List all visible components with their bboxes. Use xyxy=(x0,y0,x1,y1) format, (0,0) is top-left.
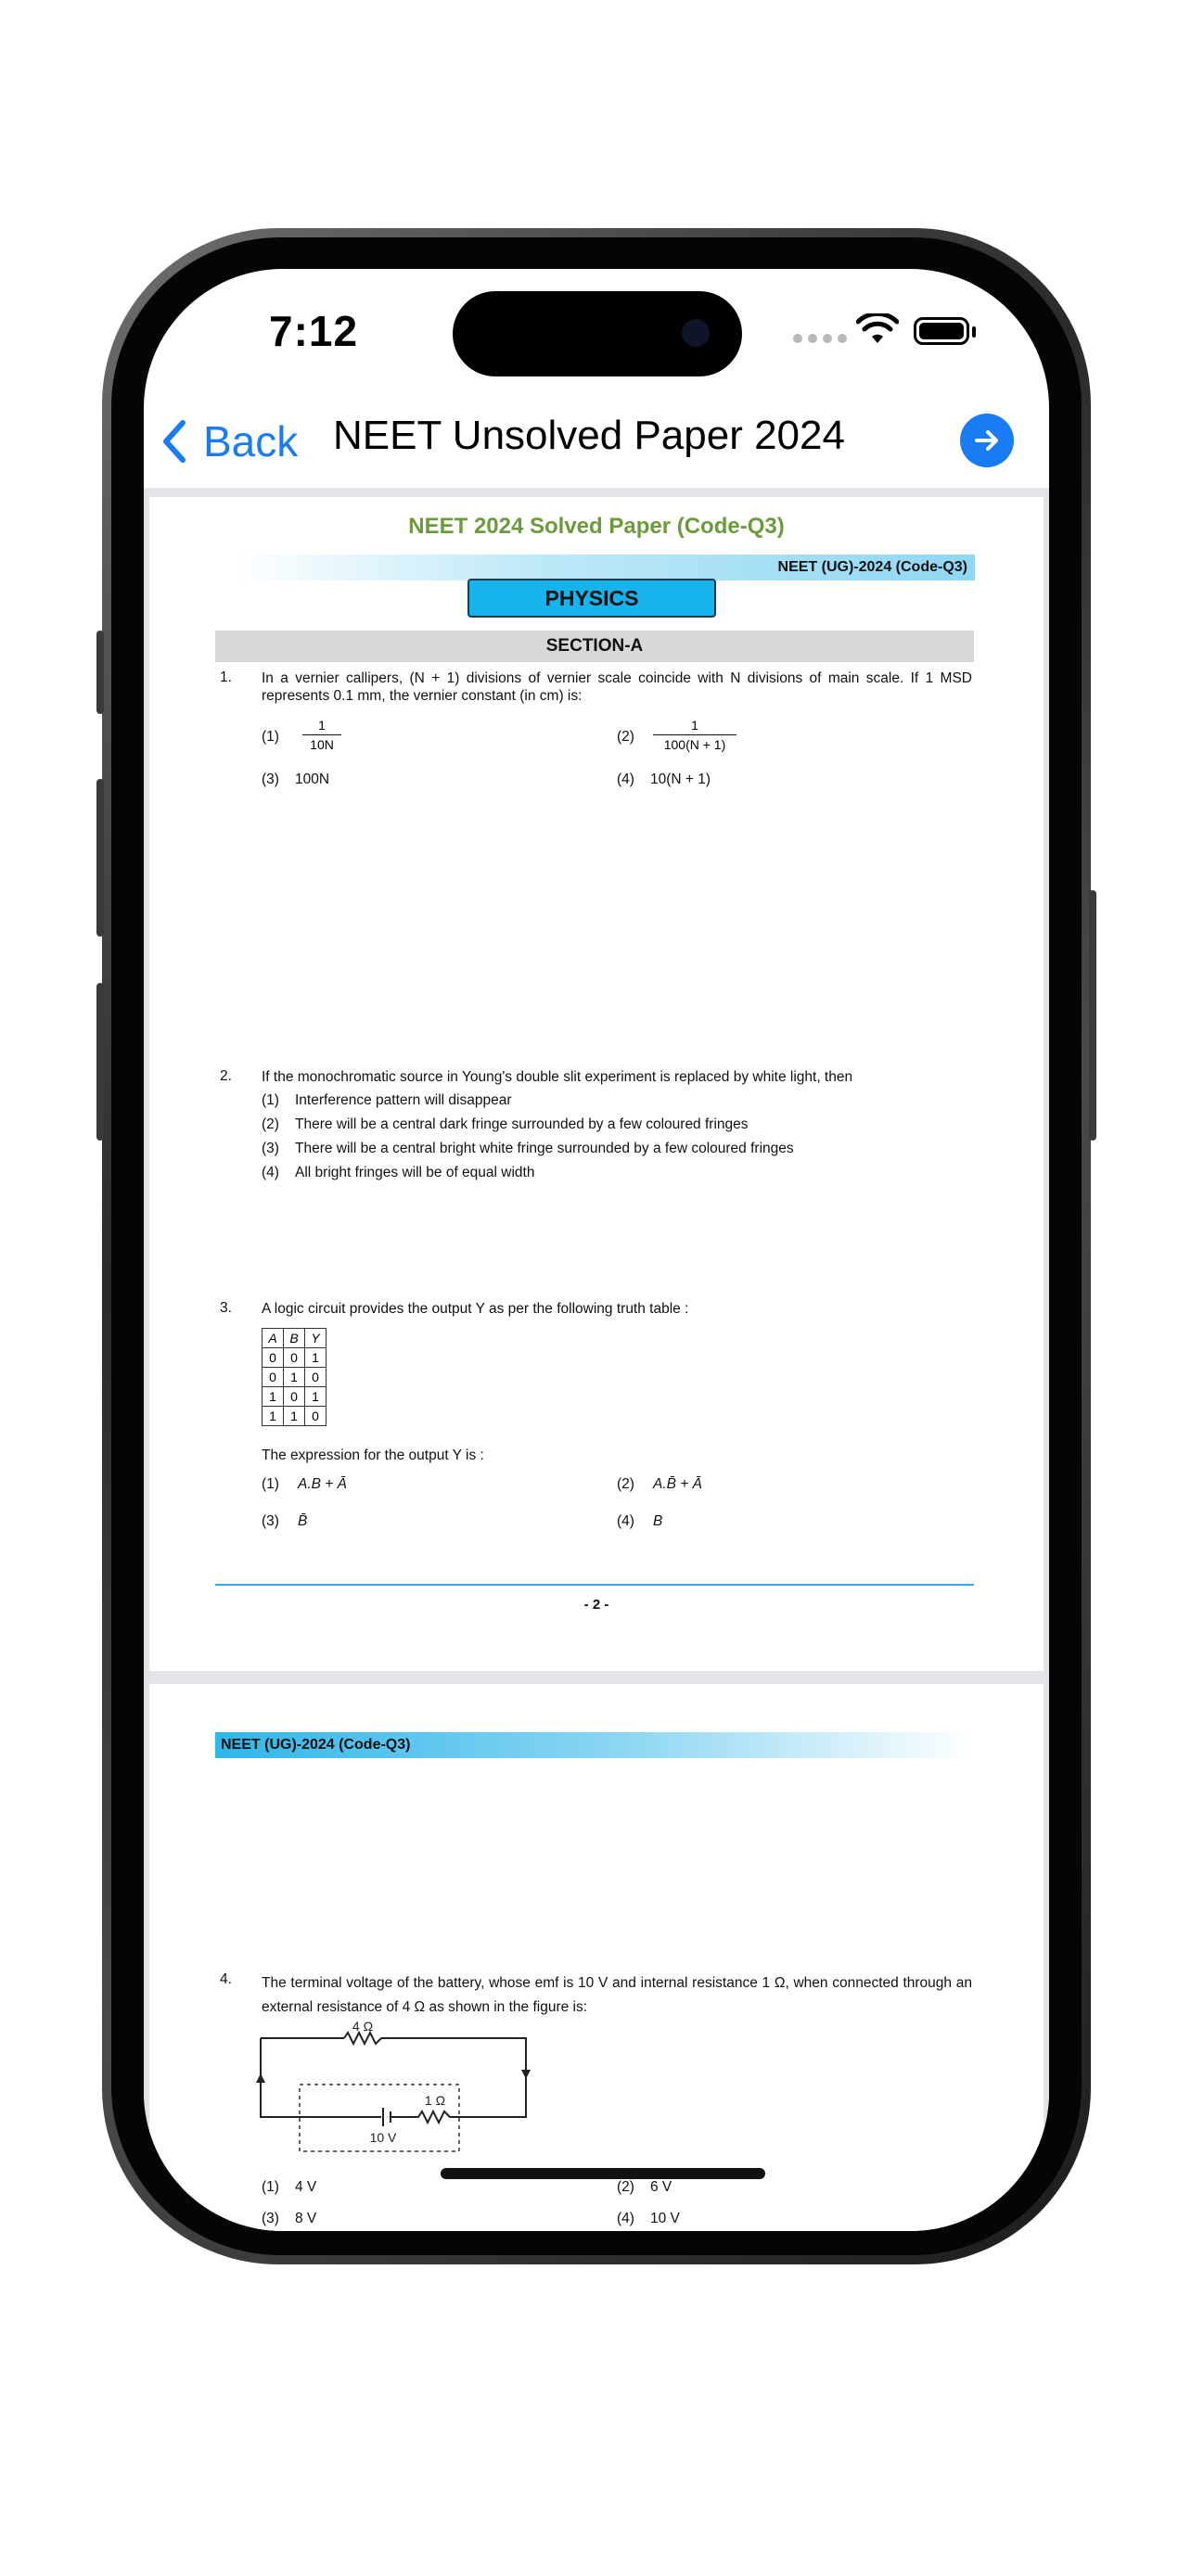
header-band: NEET (UG)-2024 (Code-Q3) xyxy=(215,1732,974,1758)
option-1-fraction: 1 10N xyxy=(302,718,341,752)
option-text: 6 V xyxy=(650,2179,672,2195)
option-text: There will be a central bright white fringe surrounded by a few coloured fringes xyxy=(295,1141,794,1156)
table-row: 1 0 1 xyxy=(263,1387,327,1407)
option-text: There will be a central dark fringe surrounded by a few coloured fringes xyxy=(295,1116,749,1132)
document-title: NEET 2024 Solved Paper (Code-Q3) xyxy=(408,514,785,539)
option-label: (3) xyxy=(262,1141,279,1156)
pdf-page xyxy=(149,1684,1044,2231)
option-label: (4) xyxy=(617,772,634,787)
cellular-signal-icon xyxy=(793,334,847,343)
section-heading: SECTION-A xyxy=(215,631,974,662)
option-text: 10(N + 1) xyxy=(650,772,711,787)
option-label: (2) xyxy=(617,1476,634,1492)
table-row: A B Y xyxy=(263,1329,327,1348)
option-label: (3) xyxy=(262,772,279,787)
question-number: 4. xyxy=(220,1971,232,1987)
subject-heading: PHYSICS xyxy=(467,579,716,618)
option-label: (1) xyxy=(262,2179,279,2195)
header-band: NEET (UG)-2024 (Code-Q3) xyxy=(233,555,975,580)
question-text: The terminal voltage of the battery, whose emf is 10 V and internal resistance 1 Ω, when connected through an external resistance of 4 Ω as shown in the figure is: xyxy=(262,1975,972,2015)
back-button[interactable] xyxy=(162,414,298,469)
footer-divider xyxy=(215,1584,974,1586)
option-label: (1) xyxy=(262,729,279,745)
volume-down-button xyxy=(96,983,104,1141)
resistor-icon xyxy=(409,2111,467,2123)
option-label: (2) xyxy=(617,729,634,745)
table-row: 0 1 0 xyxy=(263,1368,327,1387)
question-number: 3. xyxy=(220,1300,232,1316)
truth-table xyxy=(262,1328,327,1426)
option-label: (3) xyxy=(262,2211,279,2226)
option-label: (1) xyxy=(262,1092,279,1108)
option-label: (4) xyxy=(617,2211,634,2226)
status-time: 7:12 xyxy=(269,307,359,355)
option-text: 10 V xyxy=(650,2211,680,2226)
question-followup: The expression for the output Y is : xyxy=(262,1447,484,1463)
option-label: (2) xyxy=(262,1116,279,1132)
svg-text:1 Ω: 1 Ω xyxy=(424,2093,446,2108)
battery-icon xyxy=(914,317,969,345)
option-text: B̄ xyxy=(298,1513,308,1529)
question-text: In a vernier callipers, (N + 1) divisions of vernier scale coincide with N divisions of main scale. If 1 MSD represents 0.1 mm, the vernier constant (in cm) is: xyxy=(262,670,972,704)
page-number: - 2 - xyxy=(583,1597,609,1613)
question-number: 1. xyxy=(220,670,232,685)
table-row: 1 1 0 xyxy=(263,1407,327,1426)
option-text: 4 V xyxy=(295,2179,317,2195)
circuit-diagram xyxy=(251,2020,539,2168)
question-text: If the monochromatic source in Young's double slit experiment is replaced by white light, then xyxy=(262,1069,853,1085)
home-indicator[interactable] xyxy=(441,2168,765,2179)
table-row: 0 0 1 xyxy=(263,1348,327,1368)
page-title: NEET Unsolved Paper 2024 xyxy=(333,413,845,458)
chevron-left-icon xyxy=(162,420,186,463)
volume-up-button xyxy=(96,779,104,937)
option-text: All bright fringes will be of equal width xyxy=(295,1165,535,1180)
power-button xyxy=(1089,890,1096,1141)
option-label: (2) xyxy=(617,2179,634,2195)
battery-tip xyxy=(972,326,976,338)
svg-text:10 V: 10 V xyxy=(369,2130,397,2145)
option-label: (4) xyxy=(262,1165,279,1180)
resistor-icon xyxy=(344,2033,381,2044)
option-label: (1) xyxy=(262,1476,279,1492)
action-button xyxy=(96,631,104,714)
option-text: A.B̄ + Ā xyxy=(653,1476,702,1492)
option-2-fraction: 1 100(N + 1) xyxy=(653,718,736,752)
svg-text:4 Ω: 4 Ω xyxy=(352,2020,374,2034)
next-button[interactable] xyxy=(960,414,1014,467)
option-text: A.B + Ā xyxy=(298,1476,347,1492)
option-text: Interference pattern will disappear xyxy=(295,1092,512,1108)
screen xyxy=(144,269,1049,2231)
pdf-page xyxy=(149,497,1044,1671)
back-label: Back xyxy=(203,417,299,465)
option-text: 100N xyxy=(295,772,330,787)
arrow-right-icon xyxy=(972,426,1002,455)
question-text: A logic circuit provides the output Y as per the following truth table : xyxy=(262,1301,689,1317)
front-camera xyxy=(682,319,710,347)
wifi-icon xyxy=(856,313,899,345)
option-label: (4) xyxy=(617,1513,634,1529)
question-number: 2. xyxy=(220,1068,232,1084)
option-label: (3) xyxy=(262,1513,279,1529)
option-text: 8 V xyxy=(295,2211,317,2226)
option-text: B xyxy=(653,1513,663,1529)
